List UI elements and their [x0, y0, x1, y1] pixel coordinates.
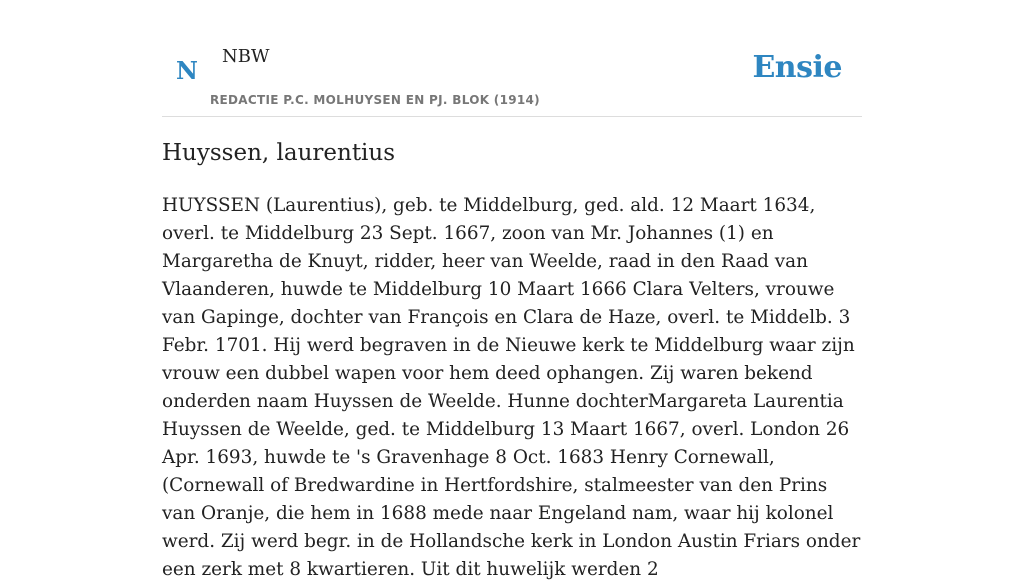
source-title[interactable]: NBW	[222, 46, 270, 67]
source-editors: REDACTIE P.C. MOLHUYSEN EN PJ. BLOK (1914)	[210, 93, 540, 107]
page-title: Huyssen, laurentius	[162, 140, 396, 166]
article-body: HUYSSEN (Laurentius), geb. te Middelburg, ged. ald. 12 Maart 1634, overl. te Middelburg 23 Sept. 1667, zoon van Mr. Johannes (1) en Margaretha de Knuyt, ridder, heer van Weelde, raad in den Raad van Vlaanderen, huwde te Middelburg 10 Maart 1666 Clara Velters, vrouwe van Gapinge, dochter van François en Clara de Haze, overl. te Middelb. 3 Febr. 1701. Hij werd begraven in de Nieuwe kerk te Middelburg waar zijn vrouw een dubbel wapen voor hem deed ophangen. Zij waren bekend onderden naam Huyssen de Weelde. Hunne dochterMargareta Laurentia Huyssen de Weelde, ged. te Middelburg 13 Maart 1667, overl. London 26 Apr. 1693, huwde te 's Gravenhage 8 Oct. 1683 Henry Cornewall, (Cornewall of Bredwardine in Hertfordshire, stalmeester van den Prins van Oranje, die hem in 1688 mede naar Engeland nam, waar hij kolonel werd. Zij werd begr. in de Hollandsche kerk in London Austin Friars onder een zerk met 8 kwartieren. Uit dit huwelijk werden 2	[162, 195, 861, 580]
source-logo-icon[interactable]: N	[176, 56, 198, 85]
header	[162, 0, 862, 117]
brand-logo[interactable]: Ensie	[752, 50, 842, 85]
